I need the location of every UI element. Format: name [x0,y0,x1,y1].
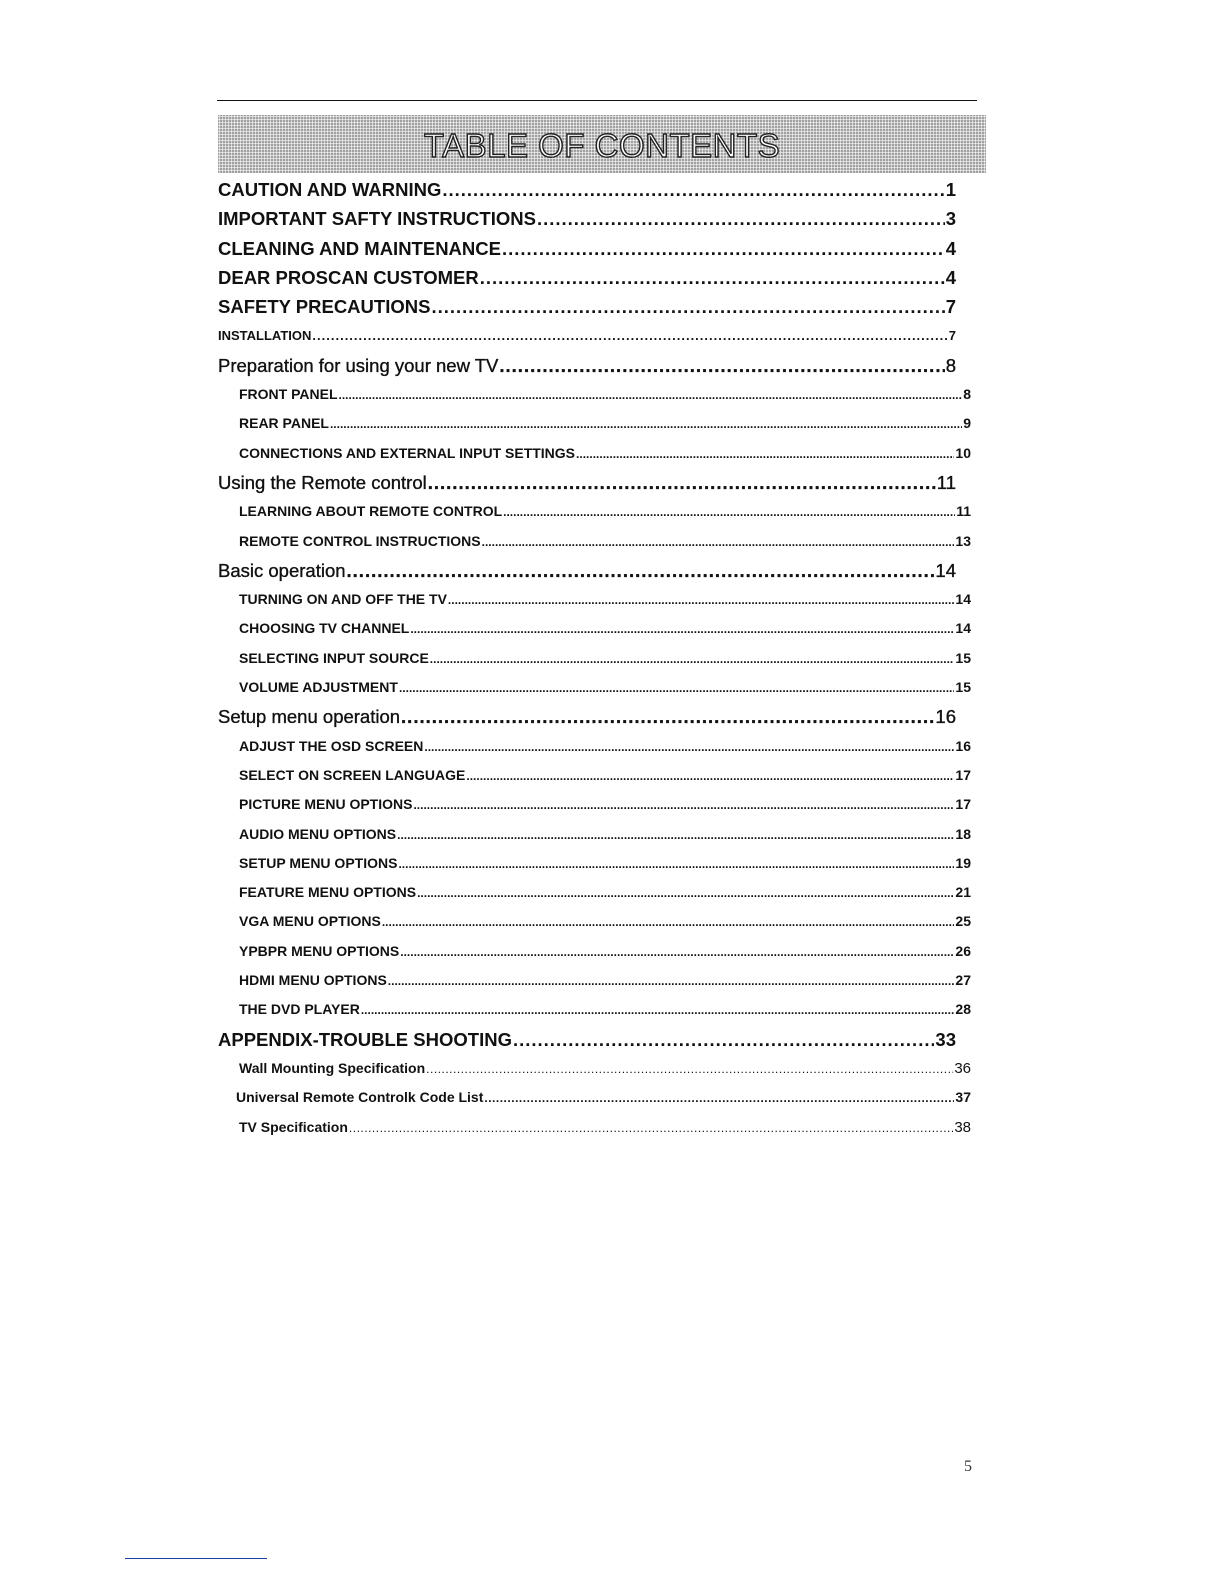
toc-dot-leader [410,614,954,643]
toc-entry-page: 8 [963,386,971,403]
toc-entry-title: SELECT ON SCREEN LANGUAGE [239,766,466,783]
toc-entry[interactable] [218,673,974,702]
toc-dot-leader [312,321,947,350]
toc-dot-leader [484,1083,954,1112]
toc-entry[interactable] [218,644,974,673]
toc-entry[interactable] [218,878,974,907]
toc-entry[interactable] [218,820,974,849]
toc-entry-page: 18 [955,825,971,842]
toc-entry-page: 3 [945,208,956,230]
toc-entry[interactable] [218,761,974,790]
toc-entry-title: TURNING ON AND OFF THE TV [239,591,447,608]
toc-entry-title: Basic operation [218,559,346,581]
toc-entry-title: Using the Remote control [218,471,427,493]
toc-entry-title: AUDIO MENU OPTIONS [239,825,397,842]
toc-entry-title: THE DVD PLAYER [239,1001,360,1018]
toc-entry-title: Wall Mounting Specification [239,1059,426,1076]
toc-entry-title: Setup menu operation [218,706,401,728]
toc-entry[interactable] [218,321,974,350]
toc-entry-page: 36 [954,1059,971,1077]
toc-dot-leader [499,351,944,380]
toc-dot-leader [339,380,963,409]
page-number: 5 [964,1458,972,1475]
toc-entry[interactable] [218,849,974,878]
toc-entry-title: REMOTE CONTROL INSTRUCTIONS [239,532,481,549]
toc-dot-leader [401,702,934,731]
toc-entry[interactable] [218,1025,974,1054]
toc-entry-page: 8 [945,354,956,376]
toc-dot-leader [424,732,954,761]
toc-entry-page: 28 [955,1001,971,1018]
toc-entry-page: 33 [935,1028,956,1050]
toc-banner-title: TABLE OF CONTENTS [423,127,781,164]
toc-entry-page: 26 [955,942,971,959]
toc-entry-title: DEAR PROSCAN CUSTOMER [218,266,479,288]
toc-entry-page: 11 [956,503,971,520]
toc-dot-leader [430,644,955,673]
toc-entry[interactable] [218,409,974,438]
toc-entry-page: 38 [954,1118,971,1136]
toc-entry-title: PICTURE MENU OPTIONS [239,796,413,813]
toc-entry-title: LEARNING ABOUT REMOTE CONTROL [239,503,503,520]
toc-entry[interactable] [218,995,974,1024]
top-horizontal-rule [217,100,977,101]
toc-entry-title: VOLUME ADJUSTMENT [239,679,398,696]
toc-dot-leader [382,907,955,936]
toc-entry-page: 27 [955,972,971,989]
toc-entry[interactable] [218,292,974,321]
toc-entry-page: 1 [945,179,956,200]
toc-entry-title: VGA MENU OPTIONS [239,913,381,930]
toc-dot-leader [503,497,955,526]
toc-entry-page: 14 [955,620,971,637]
toc-entry[interactable] [218,351,974,380]
toc-entry[interactable] [218,702,974,731]
toc-entry[interactable] [218,614,974,643]
toc-entry-page: 16 [935,706,956,728]
toc-entry[interactable] [218,790,974,819]
toc-entry[interactable] [218,527,974,556]
toc-dot-leader [513,1025,934,1054]
toc-dot-leader [442,175,944,204]
toc-entry-title: REAR PANEL [239,415,329,432]
toc-dot-leader [426,1054,953,1083]
toc-entry-page: 17 [955,796,971,813]
toc-dot-leader [388,966,955,995]
toc-entry-page: 21 [955,884,971,901]
toc-entry-page: 7 [945,296,956,318]
toc-entry-title: SETUP MENU OPTIONS [239,854,398,871]
toc-entry[interactable] [218,380,974,409]
toc-entry-page: 19 [955,854,971,871]
toc-entry-page: 4 [945,266,956,288]
toc-dot-leader [400,937,954,966]
toc-dot-leader [361,995,955,1024]
toc-entry-title: INSTALLATION [218,328,312,344]
toc-dot-leader [482,527,955,556]
toc-dot-leader [349,1113,953,1142]
toc-dot-leader [428,468,936,497]
toc-entry[interactable] [218,556,974,585]
toc-entry-page: 13 [955,532,971,549]
toc-dot-leader [397,820,954,849]
toc-dot-leader [537,204,945,233]
toc-entry-page: 25 [955,913,971,930]
toc-dot-leader [413,790,954,819]
toc-entry-title: SAFETY PRECAUTIONS [218,296,431,318]
toc-entry[interactable] [218,204,974,233]
toc-entry[interactable] [218,907,974,936]
toc-entry-page: 37 [955,1089,971,1106]
toc-entry-title: CHOOSING TV CHANNEL [239,620,410,637]
toc-entry-title: Universal Remote Controlk Code List [236,1089,484,1106]
toc-entry-page: 14 [955,591,971,608]
toc-entry-page: 16 [955,737,971,754]
toc-dot-leader [330,409,962,438]
toc-entry[interactable] [218,966,974,995]
toc-entry[interactable] [218,1083,974,1112]
toc-entry-page: 10 [955,444,971,461]
toc-entry[interactable] [218,585,974,614]
toc-entry-page: 15 [955,649,971,666]
toc-dot-leader [502,234,945,263]
toc-dot-leader [480,263,945,292]
footer-link-underline [125,1558,267,1559]
toc-entry-title: FRONT PANEL [239,386,338,403]
toc-entry[interactable] [218,468,974,497]
toc-dot-leader [448,585,955,614]
toc-entry-title: APPENDIX-TROUBLE SHOOTING [218,1028,512,1050]
toc-entry[interactable] [218,234,974,263]
toc-entry-title: Preparation for using your new TV [218,354,499,376]
toc-entry-title: TV Specification [239,1118,348,1135]
toc-banner [218,115,986,173]
toc-dot-leader [398,849,954,878]
toc-entry-title: IMPORTANT SAFTY INSTRUCTIONS [218,208,536,230]
toc-entry-page: 15 [955,679,971,696]
toc-entry[interactable] [218,1113,974,1142]
toc-entry[interactable] [218,937,974,966]
toc-entry-title: CAUTION AND WARNING [218,179,442,200]
toc-dot-leader [576,439,954,468]
toc-entry-page: 4 [945,237,956,259]
toc-entry-page: 9 [963,415,971,432]
toc-entry[interactable] [218,732,974,761]
table-of-contents [218,175,974,1142]
toc-entry-page: 7 [948,328,956,344]
toc-dot-leader [431,292,944,321]
toc-entry-page: 11 [936,471,956,493]
toc-entry-title: HDMI MENU OPTIONS [239,972,387,989]
toc-dot-leader [399,673,954,702]
toc-entry-page: 14 [935,559,956,581]
toc-entry-title: FEATURE MENU OPTIONS [239,884,417,901]
toc-entry[interactable] [218,263,974,292]
toc-dot-leader [466,761,954,790]
toc-entry[interactable] [218,439,974,468]
toc-entry-title: YPBPR MENU OPTIONS [239,942,400,959]
toc-entry-page: 17 [955,766,971,783]
toc-entry-title: ADJUST THE OSD SCREEN [239,737,424,754]
toc-entry[interactable] [218,175,974,204]
toc-entry-title: CLEANING AND MAINTENANCE [218,237,501,259]
toc-entry[interactable] [218,1054,974,1083]
toc-entry[interactable] [218,497,974,526]
toc-entry-title: CONNECTIONS AND EXTERNAL INPUT SETTINGS [239,444,576,461]
toc-dot-leader [347,556,935,585]
toc-dot-leader [417,878,954,907]
toc-entry-title: SELECTING INPUT SOURCE [239,649,429,666]
